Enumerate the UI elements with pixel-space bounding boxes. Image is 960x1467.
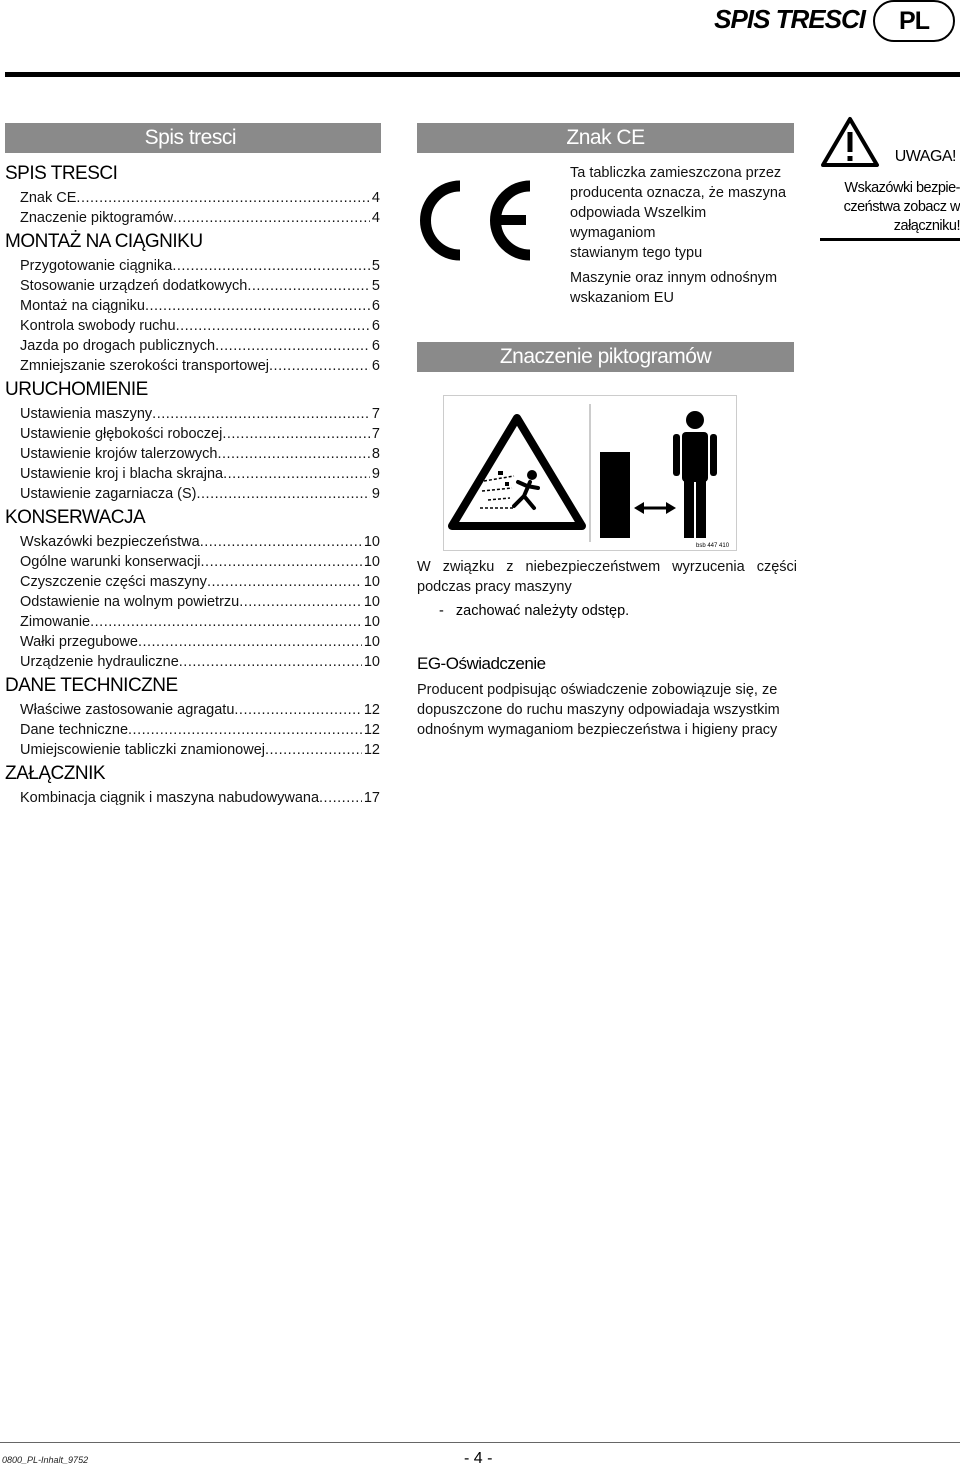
warning-line: Wskazówki bezpie- [844, 180, 960, 196]
toc-entry-page: 12 [363, 702, 380, 718]
toc-entry-label: Znaczenie piktogramów [20, 210, 174, 226]
toc-entry-label: Montaż na ciągniku [20, 298, 145, 314]
ce-line: producenta oznacza, że maszyna [570, 185, 787, 201]
toc-entry-label: Wałki przegubowe [20, 634, 138, 650]
toc-entry-page: 12 [363, 742, 380, 758]
toc-leader-dots [319, 788, 362, 808]
toc-entry-page: 6 [371, 338, 380, 354]
eg-line: odnośnym wymaganiom bezpieczeństwa i higieny pracy [417, 722, 778, 738]
toc-section-bar [5, 123, 381, 153]
toc-entry[interactable] [5, 484, 380, 504]
warning-line: czeństwa zobacz w [843, 199, 960, 215]
toc-heading: DANE TECHNICZNE [5, 675, 178, 696]
toc-entry[interactable] [5, 424, 380, 444]
toc-entry-label: Ustawienie zagarniacza (S) [20, 486, 197, 502]
footer-page-number: - 4 - [464, 1450, 493, 1467]
toc-leader-dots [76, 188, 370, 208]
pictograms-section-bar [417, 342, 794, 372]
toc-entry-page: 6 [371, 358, 380, 374]
pictogram-description [417, 557, 797, 597]
page-header-title: SPIS TRESCI [714, 4, 865, 34]
toc-leader-dots [239, 592, 362, 612]
toc-entry-label: Dane techniczne [20, 722, 129, 738]
toc-entry[interactable] [5, 552, 380, 572]
toc-entry-page: 9 [371, 486, 380, 502]
ce-section-bar [417, 123, 794, 153]
toc-entry[interactable] [5, 740, 380, 760]
pictogram-bullet: - zachować należyty odstęp. [439, 603, 630, 619]
toc-entry-page: 10 [363, 554, 380, 570]
toc-entry[interactable] [5, 532, 380, 552]
person-icon [673, 411, 717, 538]
toc-leader-dots [90, 612, 362, 632]
toc-entry-label: Ustawienie kroj i blacha skrajna [20, 466, 224, 482]
toc-entry[interactable] [5, 356, 380, 376]
toc-entry[interactable] [5, 404, 380, 424]
toc-leader-dots [223, 464, 370, 484]
toc-entry-page: 17 [363, 790, 380, 806]
pictogram-line: podczas pracy maszyny [417, 579, 572, 595]
pictogram-code: bsb 447 410 [696, 543, 730, 549]
toc-leader-dots [247, 276, 370, 296]
warning-triangle-icon [820, 116, 880, 168]
toc-entry-page: 10 [363, 574, 380, 590]
toc-entry-page: 10 [363, 614, 380, 630]
toc-leader-dots [201, 552, 362, 572]
pictogram-graphic [444, 396, 736, 550]
toc-entry-page: 10 [363, 634, 380, 650]
toc-entry-label: Ustawienie krojów talerzowych [20, 446, 218, 462]
toc-entry-label: Umiejscowienie tabliczki znamionowej [20, 742, 265, 758]
eg-line: dopuszczone do ruchu maszyny odpowiadaja wszystkim [417, 702, 780, 718]
toc-entry[interactable] [5, 276, 380, 296]
toc-entry-label: Stosowanie urządzeń dodatkowych [20, 278, 248, 294]
warning-line: załączniku! [893, 218, 960, 234]
toc-heading: ZAŁĄCZNIK [5, 763, 106, 784]
toc-entry-label: Odstawienie na wolnym powietrzu [20, 594, 240, 610]
toc-heading: KONSERWACJA [5, 507, 146, 528]
toc-heading: MONTAŻ NA CIĄGNIKU [5, 231, 203, 252]
toc-leader-dots [200, 532, 362, 552]
toc-entry-label: Zimowanie [20, 614, 91, 630]
toc-entry-label: Czyszczenie części maszyny [20, 574, 207, 590]
toc-entry-label: Urządzenie hydrauliczne [20, 654, 179, 670]
footer-doc-code: 0800_PL-Inhalt_9752 [2, 1455, 89, 1465]
toc-bar-title: Spis tresci [144, 126, 236, 149]
toc-entry[interactable] [5, 188, 380, 208]
toc-leader-dots [269, 356, 370, 376]
toc-leader-dots [217, 444, 369, 464]
toc-entry-label: Kombinacja ciągnik i maszyna nabudowywana [20, 790, 320, 806]
toc-entry-label: Przygotowanie ciągnika [20, 258, 173, 274]
toc-entry-page: 6 [371, 298, 380, 314]
toc-leader-dots [138, 632, 362, 652]
toc-leader-dots [173, 208, 370, 228]
toc-entry[interactable] [5, 444, 380, 464]
toc-entry-label: Wskazówki bezpieczeństwa [20, 534, 200, 550]
toc-entry-label: Kontrola swobody ruchu [20, 318, 176, 334]
toc-entry[interactable] [5, 336, 380, 356]
warning-text [820, 179, 960, 236]
toc-leader-dots [176, 316, 370, 336]
toc-entry-page: 7 [371, 426, 380, 442]
flying-debris-icon [480, 470, 538, 508]
machine-block-icon [600, 452, 630, 538]
ce-line: odpowiada Wszelkim wymaganiom [570, 205, 707, 241]
toc-entry-page: 8 [371, 446, 380, 462]
ce-bar-title: Znak CE [566, 126, 645, 149]
toc-leader-dots [215, 336, 370, 356]
toc-entry[interactable] [5, 652, 380, 672]
toc-entry-label: Zmniejszanie szerokości transportowej [20, 358, 270, 374]
ce-line: Ta tabliczka zamieszczona przez [570, 165, 782, 181]
toc-entry[interactable] [5, 464, 380, 484]
language-badge: PL [873, 0, 955, 42]
toc-entry[interactable] [5, 592, 380, 612]
toc-entry-page: 6 [371, 318, 380, 334]
toc-entry-page: 5 [371, 278, 380, 294]
toc-entry-label: Ustawienia maszyny [20, 406, 153, 422]
toc-leader-dots [152, 404, 370, 424]
pictograms-bar-title: Znaczenie piktogramów [499, 345, 712, 368]
toc-entry[interactable] [5, 256, 380, 276]
toc-entry-page: 4 [371, 210, 380, 226]
footer-rule [0, 1442, 960, 1443]
toc-entry[interactable] [5, 720, 380, 740]
toc-entry[interactable] [5, 700, 380, 720]
distance-arrow-icon [634, 502, 676, 514]
toc-entry-label: Znak CE [20, 190, 77, 206]
toc-leader-dots [222, 424, 370, 444]
eg-heading: EG-Oświadczenie [417, 654, 546, 673]
table-of-contents [5, 160, 380, 808]
toc-entry-page: 10 [363, 594, 380, 610]
toc-entry-label: Ogólne warunki konserwacji [20, 554, 201, 570]
toc-leader-dots [234, 700, 361, 720]
toc-entry[interactable] [5, 296, 380, 316]
toc-leader-dots [172, 256, 370, 276]
pictogram-line: W związku z niebezpieczeństwem wyrzucenia części [417, 559, 797, 575]
warning-rule [820, 238, 960, 241]
toc-leader-dots [145, 296, 370, 316]
toc-entry-page: 5 [371, 258, 380, 274]
warning-title: UWAGA! [894, 148, 956, 165]
toc-entry[interactable] [5, 572, 380, 592]
toc-leader-dots [128, 720, 362, 740]
toc-heading: URUCHOMIENIE [5, 379, 148, 400]
toc-heading: SPIS TRESCI [5, 163, 118, 184]
toc-entry[interactable] [5, 208, 380, 228]
toc-leader-dots [207, 572, 362, 592]
ce-description [570, 163, 795, 308]
header-rule [5, 72, 960, 77]
eg-description [417, 680, 797, 740]
ce-line: wskazaniom EU [570, 290, 674, 306]
toc-entry-page: 4 [371, 190, 380, 206]
toc-entry-page: 7 [371, 406, 380, 422]
toc-entry-label: Ustawienie głębokości roboczej [20, 426, 223, 442]
toc-entry-label: Jazda po drogach publicznych [20, 338, 216, 354]
safety-pictogram [443, 395, 737, 551]
toc-entry-page: 10 [363, 654, 380, 670]
toc-entry-page: 9 [371, 466, 380, 482]
toc-leader-dots [197, 484, 370, 504]
toc-entry-page: 12 [363, 722, 380, 738]
ce-mark-icon [416, 178, 536, 263]
toc-entry[interactable] [5, 632, 380, 652]
eg-line: Producent podpisując oświadczenie zobowiązuje się, ze [417, 682, 778, 698]
ce-line: stawianym tego typu [570, 245, 703, 261]
toc-entry[interactable] [5, 316, 380, 336]
toc-entry[interactable] [5, 612, 380, 632]
toc-entry-page: 10 [363, 534, 380, 550]
toc-entry[interactable] [5, 788, 380, 808]
ce-line: Maszynie oraz innym odnośnym [570, 270, 778, 286]
toc-entry-label: Właściwe zastosowanie agragatu [20, 702, 235, 718]
toc-leader-dots [179, 652, 362, 672]
toc-leader-dots [265, 740, 362, 760]
